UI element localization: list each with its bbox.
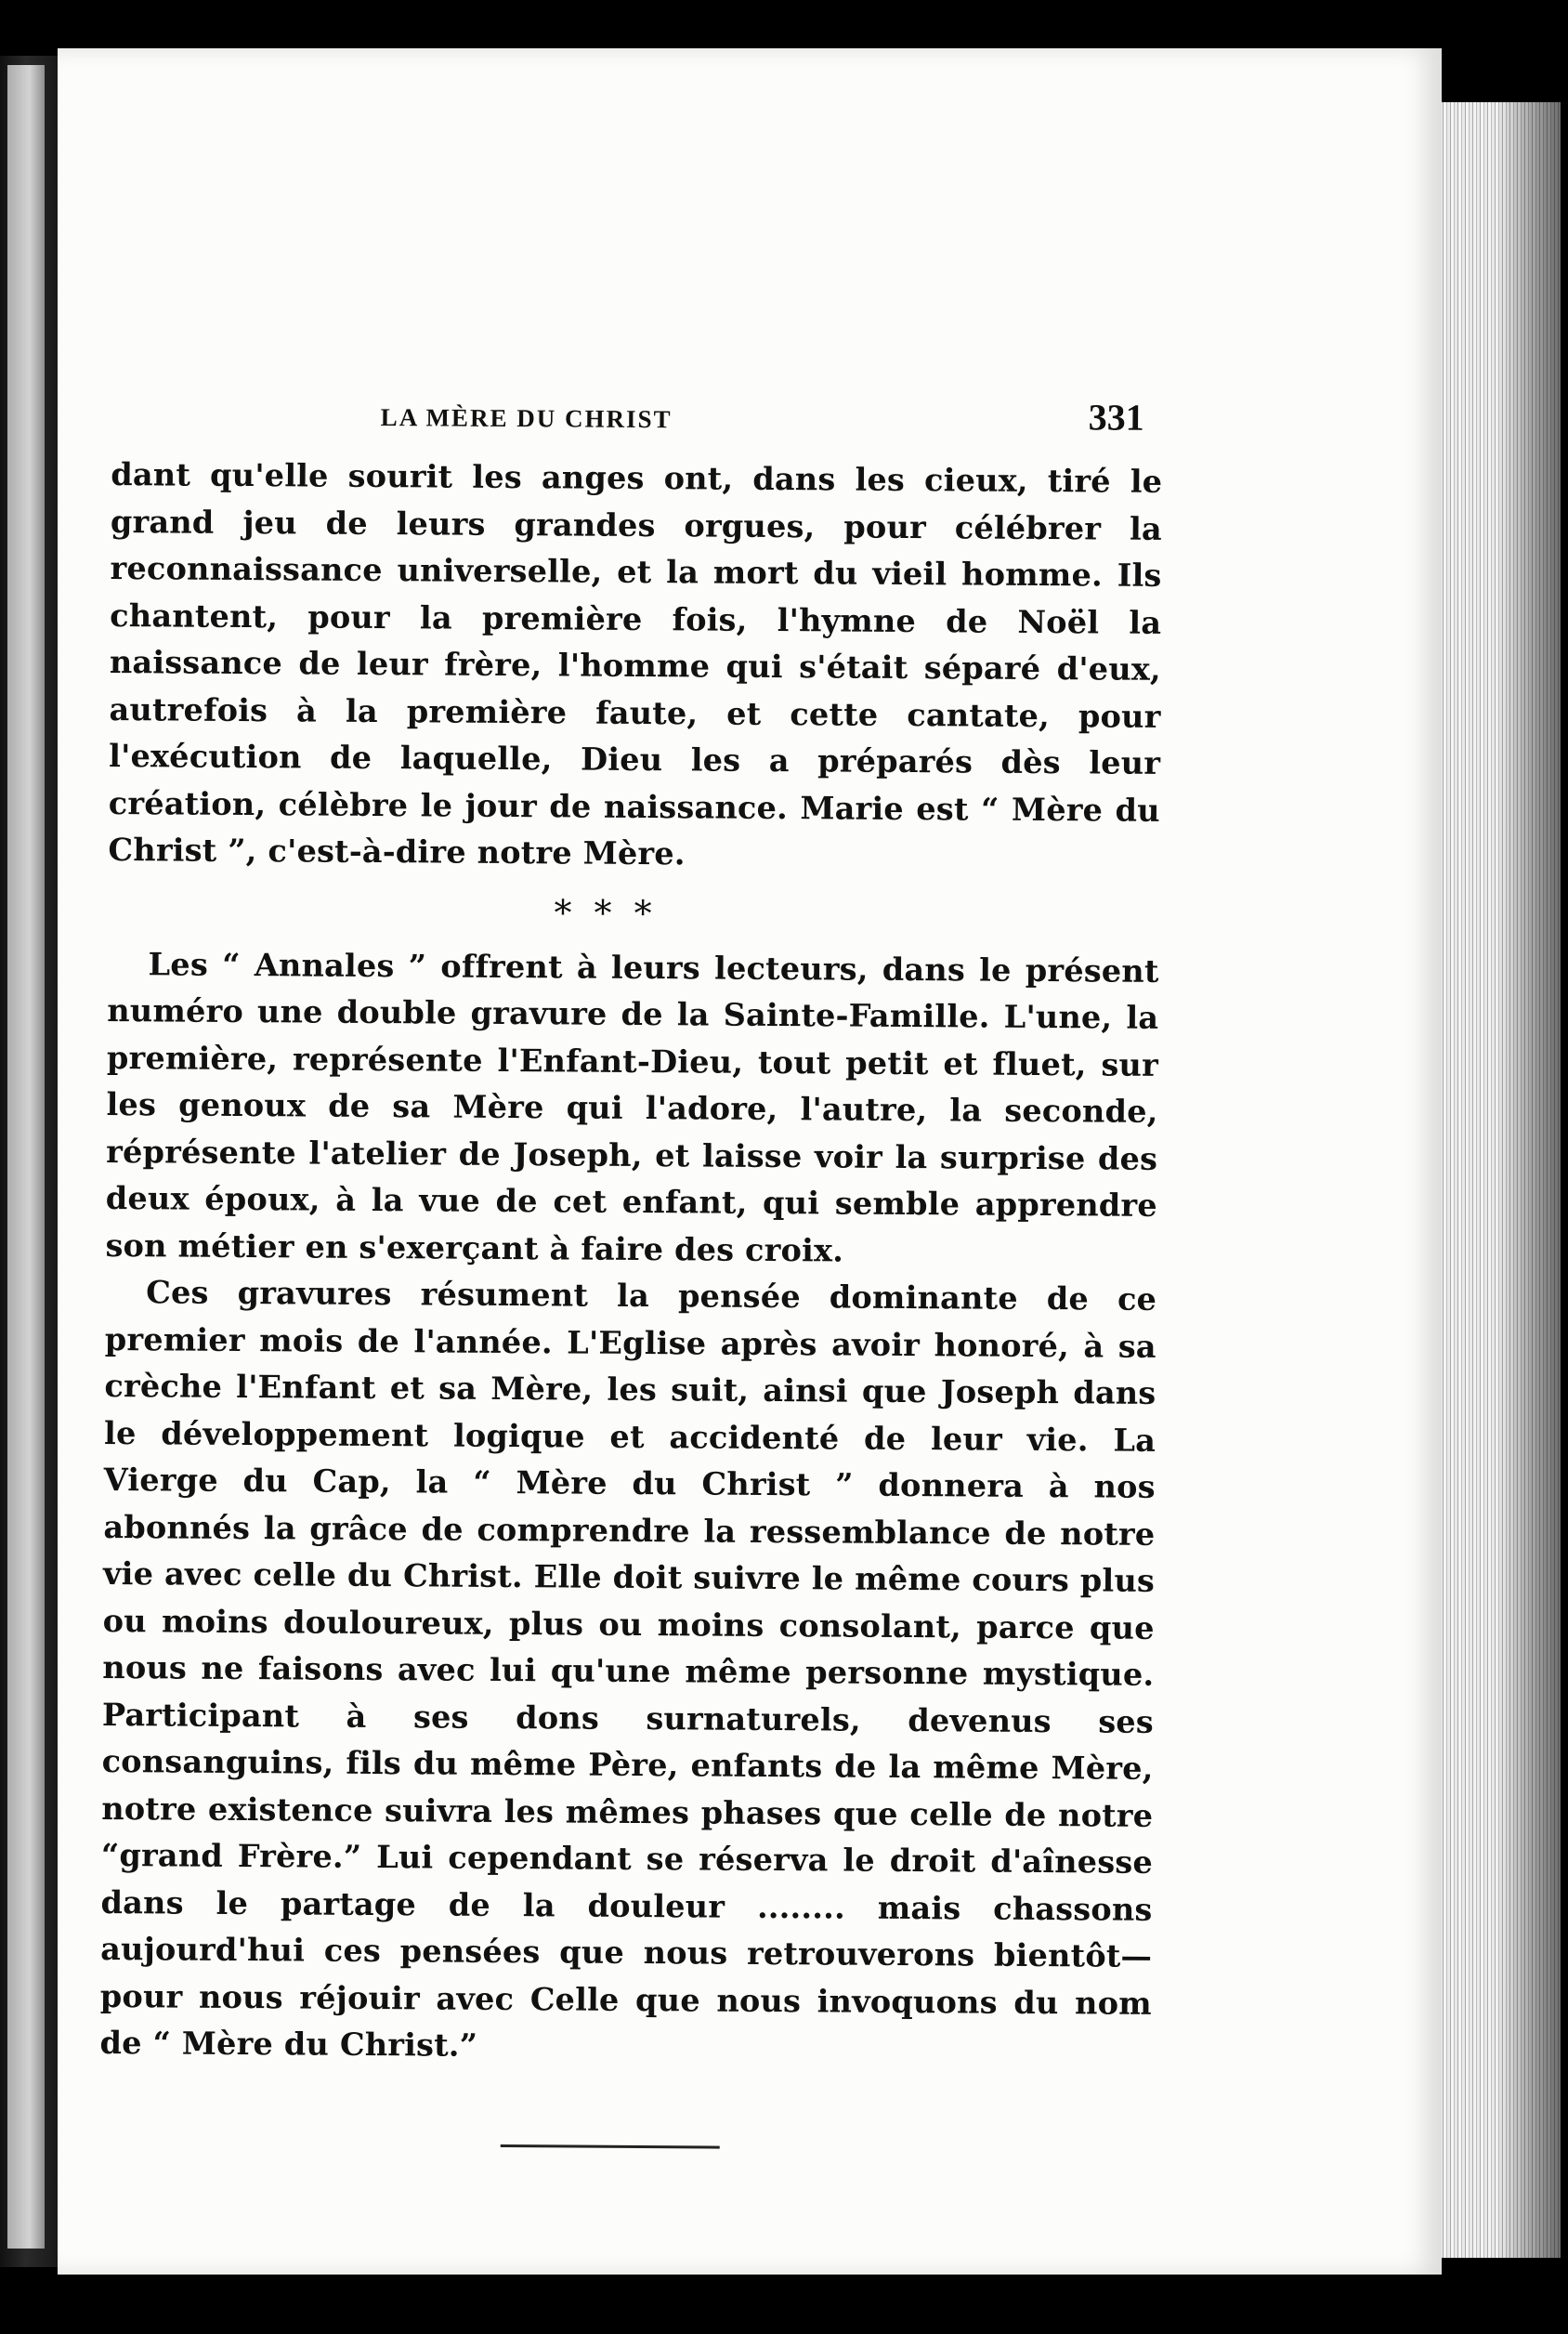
book-page [58, 48, 1442, 2275]
section-separator: * * * [554, 891, 658, 934]
running-head [111, 383, 1162, 459]
page-content [99, 383, 1163, 2151]
page-stack-shadow [1496, 102, 1561, 2258]
paragraph-gravures: Ces gravures résument la pensée dominante de ce premier mois de l'année. L'Eglise après avoir honoré, à sa crèche l'Enfant et sa Mère, les suit, ainsi que Joseph dans le développement logique et accidenté de leur vie. La Vierge du Cap, la “ Mère du Christ ” donnera à nos abonnés la grâce de comprendre la ressemblance de notre vie avec celle du Christ. Elle doit suivre le même cours plus ou moins douloureux, plus ou moins consolant, parce que nous ne faisons avec lui qu'une même personne mystique. Participant à ses dons surnaturels, devenus ses consanguins, fils du même Père, enfants de la même Mère, notre existence suivra les mêmes phases que celle de notre “grand Frère.” Lui cependant se réserva le droit d'aînesse dans le partage de la douleur ........ mais chassons aujourd'hui ces pensées que nous retrouverons bientôt—pour nous réjouir avec Celle que nous invoquons du nom de “ Mère du Christ.” [99, 1274, 1157, 2064]
closing-rule [501, 2144, 720, 2148]
paragraph-continued: dant qu'elle sourit les anges ont, dans les cieux, tiré le grand jeu de leurs grandes orgues, pour célébrer la reconnaissance universelle, et la mort du vieil homme. Ils chantent, pour la première fois, l'hymne de Noël la naissance de leur frère, l'homme qui s'était séparé d'eux, autrefois à la première faute, et cette cantate, pour l'exécution de laquelle, Dieu les a préparés dès leur création, célèbre le jour de naissance. Marie est “ Mère du Christ ”, c'est-à-dire notre Mère. [108, 455, 1163, 872]
running-title: LA MÈRE DU CHRIST [380, 403, 673, 434]
page-number: 331 [1088, 396, 1144, 439]
paragraph-annales: Les “ Annales ” offrent à leurs lecteurs, dans le présent numéro une double gravure de la Sainte-Famille. L'une, la première, représente l'Enfant-Dieu, tout petit et fluet, sur les genoux de sa Mère qui l'adore, l'autre, la seconde, réprésente l'atelier de Joseph, et laisse voir la surprise des deux époux, à la vue de cet enfant, qui semble apprendre son métier en s'exerçant à faire des croix. [105, 945, 1159, 1269]
previous-page-edge [7, 65, 45, 2249]
